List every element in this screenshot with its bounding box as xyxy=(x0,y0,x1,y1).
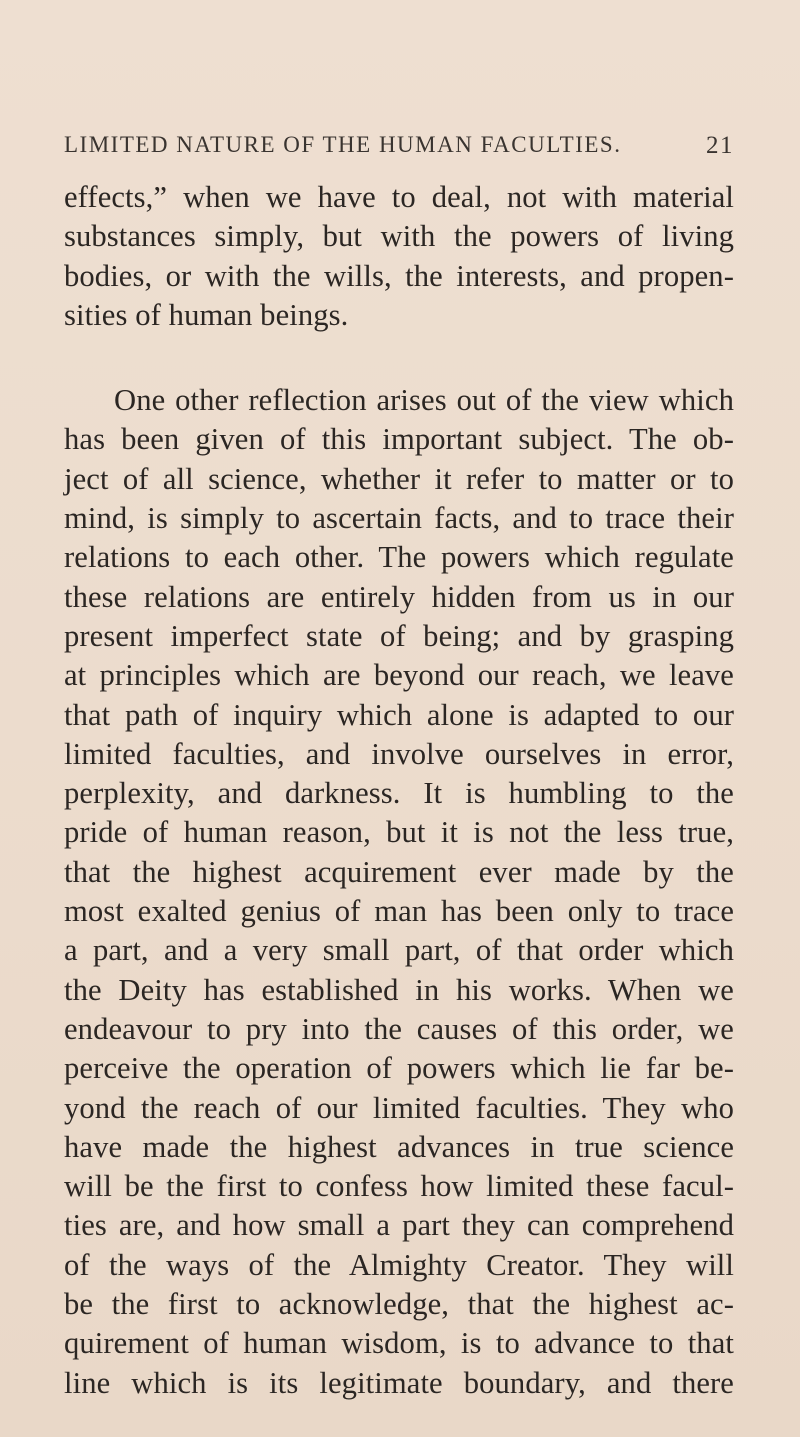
paragraph-1 xyxy=(64,178,734,335)
text-line: present imperfect state of being; and by grasping xyxy=(64,618,734,653)
text-line: at principles which are beyond our reach, we leave xyxy=(64,658,734,693)
text-line: that path of inquiry which alone is adapted to our xyxy=(64,697,734,732)
text-line: pride of human reason, but it is not the less true, xyxy=(64,815,734,850)
text-line: perceive the operation of powers which lie far be- xyxy=(64,1051,734,1086)
text-line: line which is its legitimate boundary, and there xyxy=(64,1365,734,1400)
text-line: bodies, or with the wills, the interests, and propen- xyxy=(64,258,734,293)
text-line: has been given of this important subject. The ob- xyxy=(64,422,734,457)
text-line: most exalted genius of man has been only to trace xyxy=(64,894,734,929)
paragraph-spacer xyxy=(64,335,734,381)
paragraph-2 xyxy=(64,381,734,1403)
text-line: substances simply, but with the powers of living xyxy=(64,219,734,254)
text-line: will be the first to confess how limited these facul- xyxy=(64,1169,734,1204)
text-line: endeavour to pry into the causes of this order, we xyxy=(64,1011,734,1046)
text-line: yond the reach of our limited faculties. They who xyxy=(64,1090,734,1125)
text-line: relations to each other. The powers which regulate xyxy=(64,540,734,575)
text-line: effects,” when we have to deal, not with material xyxy=(64,180,734,214)
text-line: have made the highest advances in true science xyxy=(64,1129,734,1164)
text-line: that the highest acquirement ever made by the xyxy=(64,854,734,889)
text-line: the Deity has established in his works. When we xyxy=(64,972,734,1007)
text-line: a part, and a very small part, of that order which xyxy=(64,933,734,968)
text-line: limited faculties, and involve ourselves in error, xyxy=(64,736,734,771)
text-line: mind, is simply to ascertain facts, and to trace their xyxy=(64,501,734,536)
text-line: ject of all science, whether it refer to matter or to xyxy=(64,461,734,496)
text-line: ties are, and how small a part they can comprehend xyxy=(64,1208,734,1243)
text-line: quirement of human wisdom, is to advance to that xyxy=(64,1326,734,1361)
text-line: One other reflection arises out of the view which xyxy=(114,383,734,418)
body-text xyxy=(64,178,734,1403)
text-line: be the first to acknowledge, that the highest ac- xyxy=(64,1287,734,1322)
page-number: 21 xyxy=(706,132,734,159)
text-line: sities of human beings. xyxy=(64,297,349,332)
running-title: LIMITED NATURE OF THE HUMAN FACULTIES. xyxy=(64,132,622,157)
text-line: perplexity, and darkness. It is humbling to the xyxy=(64,776,734,811)
running-head xyxy=(64,132,734,172)
text-line: of the ways of the Almighty Creator. They will xyxy=(64,1247,734,1282)
text-line: these relations are entirely hidden from us in our xyxy=(64,579,734,614)
